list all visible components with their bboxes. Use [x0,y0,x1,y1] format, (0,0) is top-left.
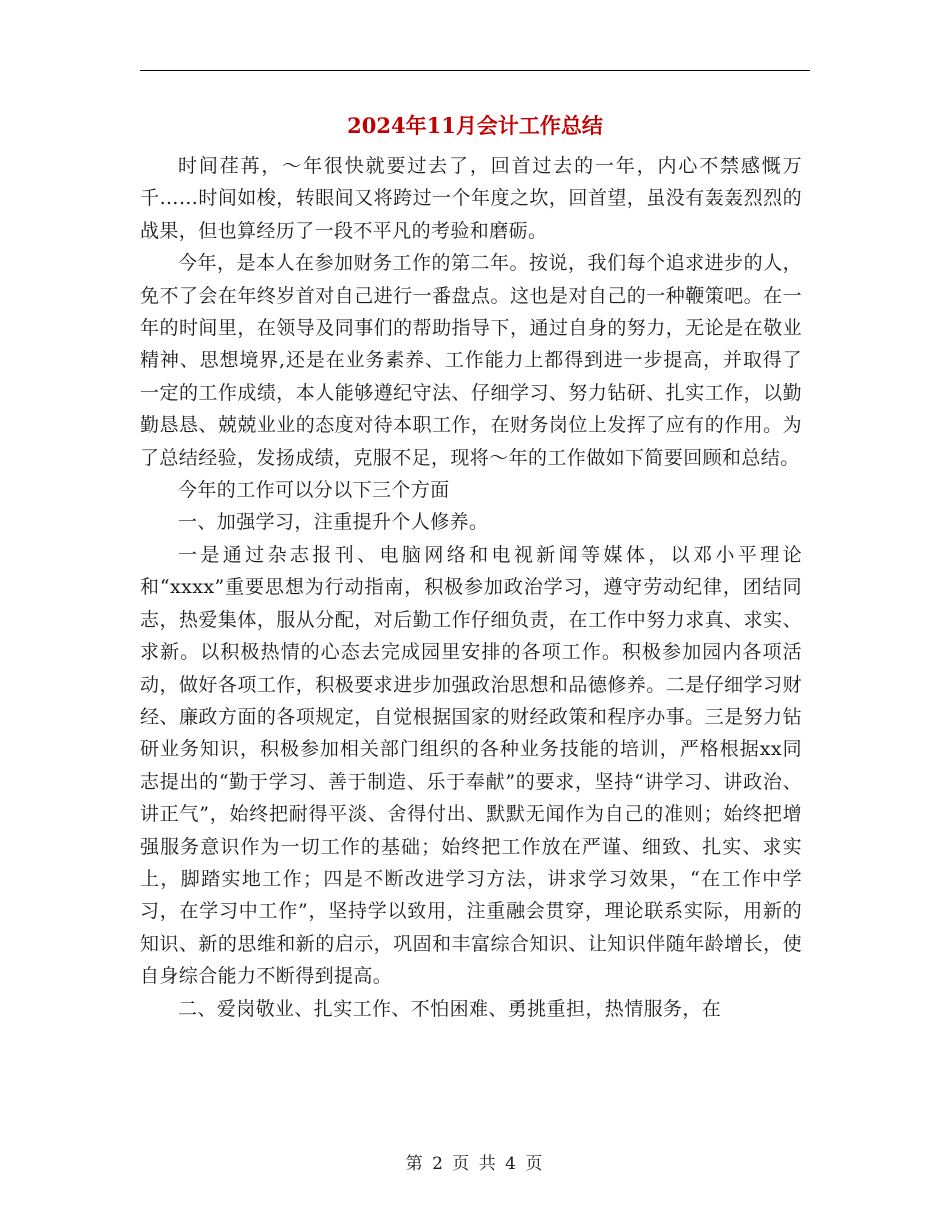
document-title: 2024年11月会计工作总结 [347,113,603,138]
page-number: 第 2 页 共 4 页 [405,1154,545,1174]
section-heading-1: 一、加强学习，注重提升个人修养。 [178,511,489,534]
paragraph-overview: 今年，是本人在参加财务工作的第二年。按说，我们每个追求进步的人，免不了会在年终岁首对自己进行一番盘点。这也是对自己的一种鞭策吧。在一年的时间里，在领导及同事们的帮助指导下，通过自身的努力，无论是在敬业精神、思想境界,还是在业务素养、工作能力上都得到进一步提高，并取得了一定的工作成绩，本人能够遵纪守法、仔细学习、努力钻研、扎实工作，以勤勤恳恳、兢兢业业的态度对待本职工作，在财务岗位上发挥了应有的作用。为了总结经验，发扬成绩，克服不足，现将～年的工作做如下简要回顾和总结。 [140,252,802,469]
paragraph-three-aspects: 今年的工作可以分以下三个方面 [178,479,450,502]
section-heading-2: 二、爱岗敬业、扎实工作、不怕困难、勇挑重担，热情服务，在 [178,997,722,1020]
header-rule [140,70,810,71]
paragraph-study-details: 一是通过杂志报刊、电脑网络和电视新闻等媒体，以邓小平理论和“xxxx”重要思想为行动指南，积极参加政治学习，遵守劳动纪律，团结同志，热爱集体，服从分配，对后勤工作仔细负责，在工作中努力求真、求实、求新。以积极热情的心态去完成园里安排的各项工作。积极参加园内各项活动，做好各项工作，积极要求进步加强政治思想和品德修养。二是仔细学习财经、廉政方面的各项规定，自觉根据国家的财经政策和程序办事。三是努力钻研业务知识，积极参加相关部门组织的各种业务技能的培训，严格根据xx同志提出的“勤于学习、善于制造、乐于奉献”的要求，坚持“讲学习、讲政治、讲正气”，始终把耐得平淡、舍得付出、默默无闻作为自己的准则；始终把增强服务意识作为一切工作的基础；始终把工作放在严谨、细致、扎实、求实上，脚踏实地工作；四是不断改进学习方法，讲求学习效果，“在工作中学习，在学习中工作”，坚持学以致用，注重融会贯穿，理论联系实际，用新的知识、新的思维和新的启示，巩固和丰富综合知识、让知识伴随年龄增长，使自身综合能力不断得到提高。 [140,543,802,988]
paragraph-intro: 时间荏苒，～年很快就要过去了，回首过去的一年，内心不禁感慨万千……时间如梭，转眼间又将跨过一个年度之坎，回首望，虽没有轰轰烈烈的战果，但也算经历了一段不平凡的考验和磨砺。 [140,155,802,242]
document-body [140,150,802,1025]
